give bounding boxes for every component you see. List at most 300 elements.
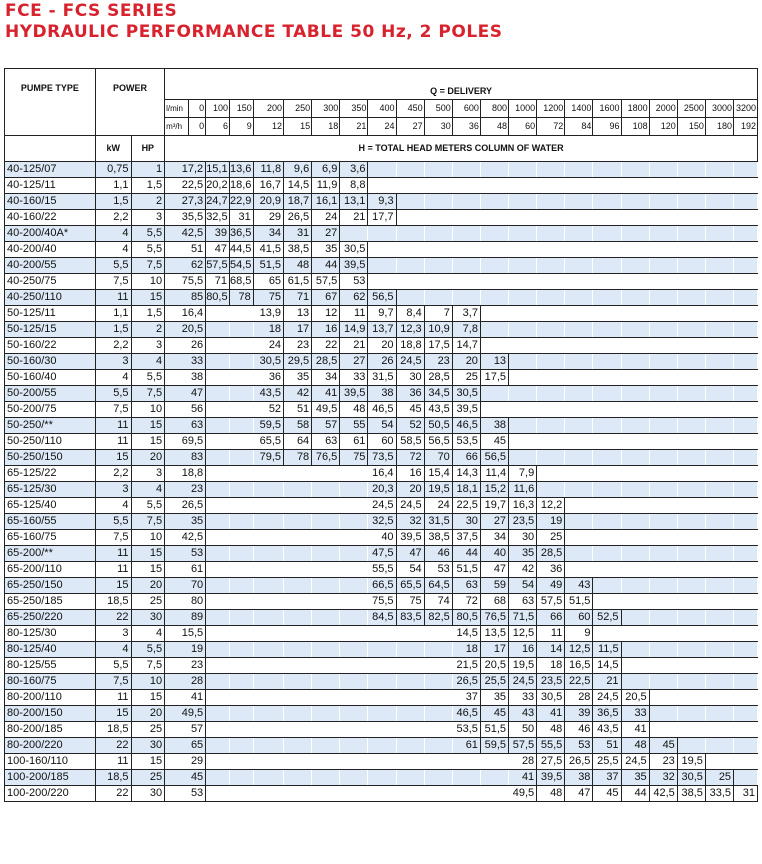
head-cell [396, 258, 424, 274]
head-cell [734, 466, 758, 482]
hp-cell: 30 [131, 738, 165, 754]
kw-cell: 15 [95, 450, 131, 466]
head-cell: 38 [368, 386, 396, 402]
head-cell [396, 290, 424, 306]
hp-header: HP [131, 136, 165, 162]
table-row [5, 754, 758, 770]
head-cell [621, 386, 649, 402]
head-cell: 66 [537, 610, 565, 626]
lmin-value: 1600 [593, 100, 621, 118]
head-cell: 48 [621, 738, 649, 754]
head-cell [206, 466, 230, 482]
head-cell [206, 722, 230, 738]
head-cell: 14 [537, 642, 565, 658]
head-cell [677, 450, 705, 466]
head-cell [593, 482, 621, 498]
head-cell [368, 674, 396, 690]
head-cell: 18,1 [452, 482, 480, 498]
head-cell [593, 562, 621, 578]
head-cell [206, 530, 230, 546]
hp-cell: 25 [131, 594, 165, 610]
head-cell: 39,5 [340, 258, 368, 274]
head-cell [677, 610, 705, 626]
head-cell [340, 466, 368, 482]
head-cell: 10,9 [424, 322, 452, 338]
head-cell [705, 450, 733, 466]
head-cell [284, 738, 312, 754]
head-cell [565, 546, 593, 562]
head-cell [424, 674, 452, 690]
kw-cell: 11 [95, 290, 131, 306]
head-cell [565, 338, 593, 354]
m3h-value: 96 [593, 118, 621, 136]
head-cell [734, 338, 758, 354]
pump-type-cell: 40-125/11 [5, 178, 96, 194]
head-cell [705, 706, 733, 722]
head-cell [206, 498, 230, 514]
head-cell [537, 386, 565, 402]
series-title: FCE - FCS SERIES [5, 1, 178, 21]
kw-cell: 15 [95, 578, 131, 594]
head-cell: 45 [649, 738, 677, 754]
head-cell: 63 [509, 594, 537, 610]
pump-type-cell: 50-250/** [5, 418, 96, 434]
head-cell: 12,3 [396, 322, 424, 338]
head-cell: 37,5 [452, 530, 480, 546]
head-cell: 59,5 [480, 738, 508, 754]
head-cell: 22,5 [165, 178, 206, 194]
pump-type-cell: 40-160/15 [5, 194, 96, 210]
head-cell: 32 [396, 514, 424, 530]
head-cell: 19,5 [509, 658, 537, 674]
head-cell: 31 [734, 786, 758, 802]
table-row [5, 338, 758, 354]
head-cell [206, 450, 230, 466]
head-cell: 29,5 [284, 354, 312, 370]
head-cell: 17 [480, 642, 508, 658]
lmin-value: 2500 [677, 100, 705, 118]
pump-type-cell: 40-200/55 [5, 258, 96, 274]
pump-type-cell: 80-200/110 [5, 690, 96, 706]
head-cell: 3,6 [340, 162, 368, 178]
table-row [5, 594, 758, 610]
head-cell [452, 242, 480, 258]
head-cell [649, 242, 677, 258]
head-cell [734, 354, 758, 370]
head-cell [593, 578, 621, 594]
head-cell [206, 706, 230, 722]
head-cell: 54 [509, 578, 537, 594]
head-cell [621, 530, 649, 546]
head-cell: 11 [340, 306, 368, 322]
head-cell: 25 [452, 370, 480, 386]
head-cell [229, 658, 253, 674]
head-cell [284, 770, 312, 786]
head-cell [368, 706, 396, 722]
table-row [5, 642, 758, 658]
head-cell [509, 306, 537, 322]
head-cell: 3,7 [452, 306, 480, 322]
hp-cell: 7,5 [131, 514, 165, 530]
head-cell [396, 226, 424, 242]
head-cell: 56,5 [424, 434, 452, 450]
table-row [5, 194, 758, 210]
head-cell [593, 338, 621, 354]
kw-cell: 3 [95, 626, 131, 642]
head-cell [649, 706, 677, 722]
head-cell [509, 210, 537, 226]
head-cell: 41 [165, 690, 206, 706]
head-cell [677, 514, 705, 530]
head-cell [396, 242, 424, 258]
head-cell: 57 [312, 418, 340, 434]
head-cell: 27,3 [165, 194, 206, 210]
table-row [5, 674, 758, 690]
head-cell [480, 770, 508, 786]
head-cell: 56,5 [368, 290, 396, 306]
head-cell [649, 594, 677, 610]
head-cell: 53 [424, 562, 452, 578]
head-cell: 61 [340, 434, 368, 450]
kw-cell: 18,5 [95, 594, 131, 610]
head-cell [284, 722, 312, 738]
head-cell [340, 674, 368, 690]
pump-type-cell: 50-200/75 [5, 402, 96, 418]
head-cell [705, 514, 733, 530]
head-cell: 28 [165, 674, 206, 690]
head-cell: 57,5 [206, 258, 230, 274]
head-cell: 15,5 [165, 626, 206, 642]
head-cell [621, 354, 649, 370]
head-cell: 24 [424, 498, 452, 514]
head-cell [705, 482, 733, 498]
head-cell [424, 786, 452, 802]
head-cell [593, 306, 621, 322]
head-cell: 45 [165, 770, 206, 786]
kw-cell: 5,5 [95, 658, 131, 674]
head-cell: 72 [396, 450, 424, 466]
head-cell [284, 754, 312, 770]
head-cell [312, 546, 340, 562]
head-cell [705, 466, 733, 482]
head-cell [649, 226, 677, 242]
head-cell [396, 786, 424, 802]
head-cell [253, 706, 283, 722]
table-row [5, 354, 758, 370]
head-cell [593, 242, 621, 258]
head-cell [509, 194, 537, 210]
head-cell: 25 [537, 530, 565, 546]
head-cell [593, 418, 621, 434]
head-cell [705, 210, 733, 226]
head-cell [565, 242, 593, 258]
head-cell [734, 578, 758, 594]
head-cell: 76,5 [312, 450, 340, 466]
head-cell: 23 [649, 754, 677, 770]
head-cell [649, 434, 677, 450]
head-cell: 67 [312, 290, 340, 306]
head-cell: 35,5 [165, 210, 206, 226]
head-cell [677, 274, 705, 290]
table-row [5, 290, 758, 306]
head-cell [677, 658, 705, 674]
head-cell [705, 242, 733, 258]
head-cell [649, 274, 677, 290]
head-cell: 47 [165, 386, 206, 402]
head-cell [340, 786, 368, 802]
head-cell [229, 578, 253, 594]
head-cell [229, 610, 253, 626]
pump-type-cell: 40-250/110 [5, 290, 96, 306]
head-cell: 22 [312, 338, 340, 354]
head-cell [509, 370, 537, 386]
head-cell [677, 562, 705, 578]
head-cell [593, 274, 621, 290]
head-cell [734, 610, 758, 626]
head-cell [396, 770, 424, 786]
kw-cell: 1,1 [95, 306, 131, 322]
head-cell: 19,5 [424, 482, 452, 498]
table-row [5, 386, 758, 402]
head-cell: 23 [284, 338, 312, 354]
head-cell [734, 690, 758, 706]
kw-cell: 3 [95, 354, 131, 370]
head-cell: 16,4 [368, 466, 396, 482]
head-cell: 14,7 [452, 338, 480, 354]
head-cell: 16,7 [253, 178, 283, 194]
head-cell [284, 530, 312, 546]
head-cell [396, 738, 424, 754]
lmin-value: 1800 [621, 100, 649, 118]
head-cell: 51 [593, 738, 621, 754]
head-cell [284, 594, 312, 610]
head-cell [677, 546, 705, 562]
head-cell [229, 466, 253, 482]
head-cell: 21,5 [452, 658, 480, 674]
head-cell [368, 722, 396, 738]
head-cell: 19,5 [677, 754, 705, 770]
head-cell: 33 [621, 706, 649, 722]
head-cell: 57,5 [312, 274, 340, 290]
head-cell: 65 [253, 274, 283, 290]
hp-cell: 5,5 [131, 242, 165, 258]
head-cell: 53,5 [452, 434, 480, 450]
head-cell: 30 [452, 514, 480, 530]
head-cell [537, 482, 565, 498]
head-cell [677, 402, 705, 418]
head-cell: 23,5 [537, 674, 565, 690]
lmin-value: 350 [340, 100, 368, 118]
head-cell [424, 210, 452, 226]
head-cell [396, 674, 424, 690]
head-cell [229, 370, 253, 386]
head-cell [677, 322, 705, 338]
head-cell [424, 770, 452, 786]
head-cell [206, 626, 230, 642]
head-cell [621, 178, 649, 194]
kw-cell: 7,5 [95, 402, 131, 418]
head-cell [509, 162, 537, 178]
head-cell [340, 658, 368, 674]
head-cell [284, 690, 312, 706]
head-cell: 41 [312, 386, 340, 402]
kw-cell: 18,5 [95, 722, 131, 738]
head-cell [206, 594, 230, 610]
head-cell [253, 482, 283, 498]
pump-type-cell: 100-160/110 [5, 754, 96, 770]
head-cell: 14,3 [452, 466, 480, 482]
kw-cell: 0,75 [95, 162, 131, 178]
head-cell: 27 [480, 514, 508, 530]
head-cell: 52 [253, 402, 283, 418]
lmin-value: 400 [368, 100, 396, 118]
head-cell: 55 [340, 418, 368, 434]
head-cell: 45 [480, 434, 508, 450]
head-cell: 79,5 [253, 450, 283, 466]
head-cell [253, 642, 283, 658]
hp-cell: 10 [131, 274, 165, 290]
head-cell [312, 690, 340, 706]
head-cell [284, 706, 312, 722]
head-cell: 53 [165, 546, 206, 562]
head-cell: 72 [452, 594, 480, 610]
m3h-value: 0 [188, 118, 205, 136]
m3h-value: 18 [312, 118, 340, 136]
head-cell: 52 [396, 418, 424, 434]
head-cell [340, 530, 368, 546]
head-cell [312, 722, 340, 738]
table-row [5, 370, 758, 386]
head-cell [368, 242, 396, 258]
head-cell: 26,5 [565, 754, 593, 770]
head-cell: 36,5 [229, 226, 253, 242]
head-cell: 24,5 [368, 498, 396, 514]
head-cell [705, 370, 733, 386]
hp-cell: 1 [131, 162, 165, 178]
m3h-value: 120 [649, 118, 677, 136]
head-cell: 43,5 [593, 722, 621, 738]
head-cell: 64,5 [424, 578, 452, 594]
head-cell: 30,5 [253, 354, 283, 370]
head-cell: 24,5 [621, 754, 649, 770]
head-cell [253, 498, 283, 514]
head-cell [649, 322, 677, 338]
head-cell: 44,5 [229, 242, 253, 258]
head-cell [621, 674, 649, 690]
head-cell [649, 578, 677, 594]
pump-type-cell: 65-160/55 [5, 514, 96, 530]
head-cell: 40 [368, 530, 396, 546]
head-cell [509, 290, 537, 306]
head-cell: 7 [424, 306, 452, 322]
head-cell: 66 [452, 450, 480, 466]
head-cell [368, 770, 396, 786]
head-cell [537, 418, 565, 434]
head-cell: 61 [452, 738, 480, 754]
table-row [5, 450, 758, 466]
head-cell [677, 354, 705, 370]
kw-cell: 11 [95, 690, 131, 706]
head-cell: 33,5 [705, 786, 733, 802]
head-cell [424, 258, 452, 274]
head-cell: 48 [537, 722, 565, 738]
head-cell [621, 242, 649, 258]
table-row [5, 626, 758, 642]
head-cell [649, 450, 677, 466]
pump-type-cell: 80-125/40 [5, 642, 96, 658]
lmin-value: 300 [312, 100, 340, 118]
head-cell: 19 [165, 642, 206, 658]
head-cell [537, 162, 565, 178]
head-cell: 51,5 [452, 562, 480, 578]
head-cell [705, 162, 733, 178]
head-cell: 71,5 [509, 610, 537, 626]
head-cell: 60 [368, 434, 396, 450]
head-cell: 36,5 [593, 706, 621, 722]
head-cell [229, 546, 253, 562]
m3h-value: 36 [452, 118, 480, 136]
head-cell [705, 226, 733, 242]
head-cell [565, 482, 593, 498]
pump-type-cell: 65-125/40 [5, 498, 96, 514]
head-cell [480, 402, 508, 418]
kw-cell: 7,5 [95, 530, 131, 546]
head-cell [253, 754, 283, 770]
head-cell [206, 306, 230, 322]
kw-cell: 1,5 [95, 194, 131, 210]
head-cell [340, 770, 368, 786]
head-cell [734, 562, 758, 578]
head-cell [593, 530, 621, 546]
head-cell [734, 706, 758, 722]
head-cell: 11 [537, 626, 565, 642]
head-cell [253, 466, 283, 482]
head-cell: 38 [165, 370, 206, 386]
head-cell [677, 466, 705, 482]
head-cell [229, 738, 253, 754]
kw-cell: 11 [95, 434, 131, 450]
head-cell: 43,5 [424, 402, 452, 418]
head-cell [621, 498, 649, 514]
head-cell: 36 [396, 386, 424, 402]
head-cell [424, 162, 452, 178]
pump-type-header: PUMPE TYPE [5, 69, 96, 136]
head-cell [705, 322, 733, 338]
head-cell: 39,5 [340, 386, 368, 402]
head-cell: 28,5 [424, 370, 452, 386]
head-cell [480, 258, 508, 274]
head-cell [229, 434, 253, 450]
head-cell: 75 [253, 290, 283, 306]
head-cell [593, 226, 621, 242]
head-cell: 38,5 [424, 530, 452, 546]
head-cell: 32 [649, 770, 677, 786]
head-cell [206, 514, 230, 530]
head-cell [206, 482, 230, 498]
m3h-unit-label: m³/h [165, 118, 189, 136]
head-cell [677, 738, 705, 754]
head-cell [312, 658, 340, 674]
head-cell [621, 610, 649, 626]
head-cell [206, 642, 230, 658]
head-cell: 21 [340, 210, 368, 226]
head-cell: 30 [396, 370, 424, 386]
head-cell [509, 354, 537, 370]
head-cell [734, 386, 758, 402]
head-cell: 18 [537, 658, 565, 674]
head-cell: 33 [340, 370, 368, 386]
head-cell [734, 594, 758, 610]
